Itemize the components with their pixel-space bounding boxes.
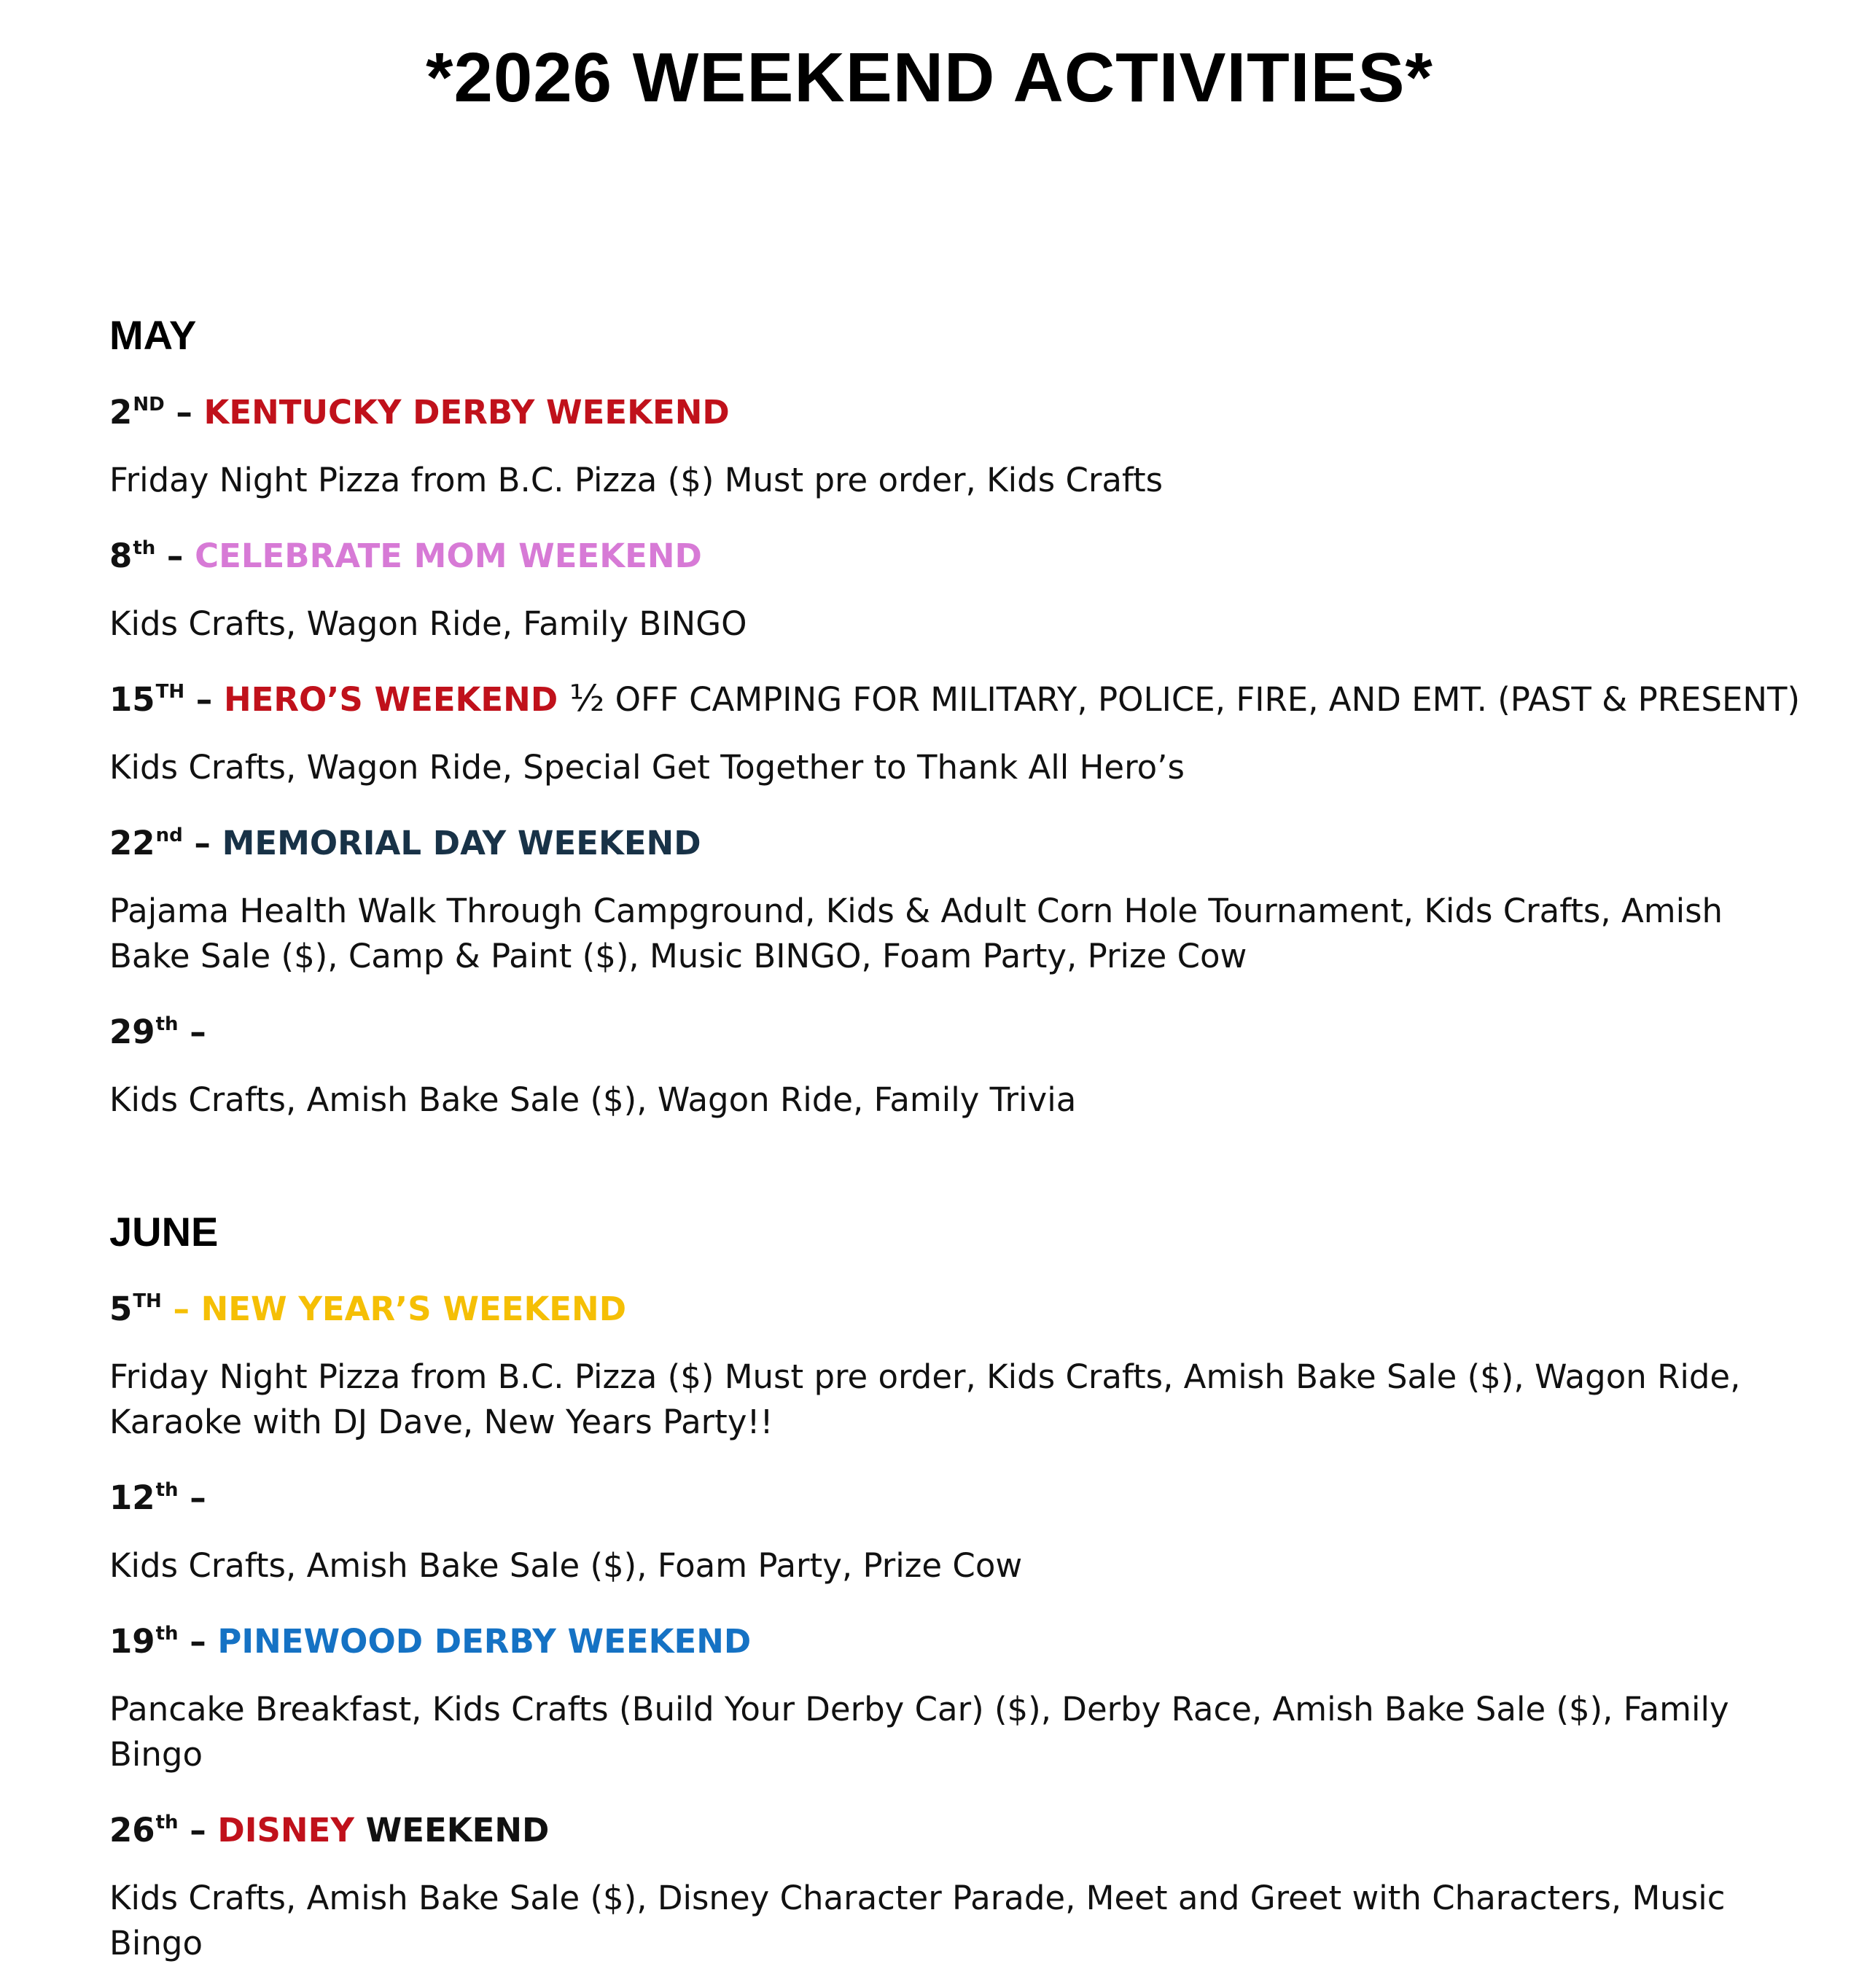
month-heading: JUNE xyxy=(109,1209,219,1255)
day-number: 29 xyxy=(109,1013,155,1051)
weekend-theme: HERO’S WEEKEND xyxy=(223,680,558,719)
day-ordinal: th xyxy=(155,1623,179,1645)
weekend-title xyxy=(109,525,1757,580)
day-ordinal: th xyxy=(133,537,156,559)
weekend-entry xyxy=(109,1278,1757,1445)
day-ordinal: TH xyxy=(133,1290,162,1312)
weekend-entry xyxy=(109,525,1757,647)
day-number: 8 xyxy=(109,537,133,575)
separator-dash: – xyxy=(182,824,222,862)
separator-dash: – xyxy=(164,393,204,432)
day-number: 5 xyxy=(109,1290,133,1328)
weekend-entry xyxy=(109,1001,1757,1123)
page-title: *2026 WEEKEND ACTIVITIES* xyxy=(426,39,1433,117)
weekend-entry xyxy=(109,1610,1757,1777)
weekend-title xyxy=(109,1278,1757,1333)
separator-dash: – xyxy=(155,537,195,575)
weekend-title xyxy=(109,1001,1757,1056)
weekend-entry xyxy=(109,668,1801,790)
day-ordinal: ND xyxy=(133,394,165,416)
activity-list: Pajama Health Walk Through Campground, Kids & Adult Corn Hole Tournament, Kids Crafts, Amish Bake Sale ($), Camp & Paint ($), Music BINGO, Foam Party, Prize Cow xyxy=(109,892,1723,975)
activity-list: Pancake Breakfast, Kids Crafts (Build Your Derby Car) ($), Derby Race, Amish Bake Sale ($), Family Bingo xyxy=(109,1690,1729,1774)
day-number: 26 xyxy=(109,1811,155,1849)
day-number: 19 xyxy=(109,1622,155,1661)
day-number: 15 xyxy=(109,680,155,719)
separator-dash: – xyxy=(184,680,224,719)
half-fraction: ½ xyxy=(569,677,605,720)
weekend-title xyxy=(109,1467,1757,1521)
day-ordinal: th xyxy=(155,1013,179,1035)
weekend-title xyxy=(109,668,1801,723)
activity-list: Friday Night Pizza from B.C. Pizza ($) Must pre order, Kids Crafts, Amish Bake Sale ($), Wagon Ride, Karaoke with DJ Dave, New Years Party!! xyxy=(109,1357,1741,1441)
weekend-theme: KENTUCKY DERBY WEEKEND xyxy=(203,393,730,432)
month-heading: MAY xyxy=(109,312,197,358)
separator-dash: – xyxy=(178,1013,206,1051)
day-number: 22 xyxy=(109,824,155,862)
discount-note: OFF CAMPING FOR MILITARY, POLICE, FIRE, AND EMT. (PAST & PRESENT) xyxy=(604,680,1801,719)
weekend-theme: – NEW YEAR’S WEEKEND xyxy=(161,1290,627,1328)
activity-list: Kids Crafts, Amish Bake Sale ($), Foam Party, Prize Cow xyxy=(109,1546,1023,1585)
month-section-may xyxy=(109,310,1801,1123)
schedule-content xyxy=(109,310,1801,1988)
activity-list: Friday Night Pizza from B.C. Pizza ($) Must pre order, Kids Crafts xyxy=(109,461,1164,499)
weekend-theme: CELEBRATE MOM WEEKEND xyxy=(195,537,702,575)
activity-list: Kids Crafts, Amish Bake Sale ($), Disney Character Parade, Meet and Greet with Characters, Music Bingo xyxy=(109,1879,1726,1962)
weekend-theme-suffix: WEEKEND xyxy=(354,1811,550,1849)
day-ordinal: th xyxy=(155,1479,179,1501)
day-ordinal: nd xyxy=(155,825,183,846)
activity-list: Kids Crafts, Wagon Ride, Special Get Together to Thank All Hero’s xyxy=(109,748,1185,787)
activity-list: Kids Crafts, Amish Bake Sale ($), Wagon Ride, Family Trivia xyxy=(109,1080,1077,1119)
weekend-theme: PINEWOOD DERBY WEEKEND xyxy=(217,1622,752,1661)
weekend-title xyxy=(109,381,1757,436)
weekend-title xyxy=(109,1610,1757,1665)
weekend-theme: MEMORIAL DAY WEEKEND xyxy=(222,824,701,862)
separator-dash: – xyxy=(178,1811,218,1849)
weekend-title xyxy=(109,812,1757,867)
weekend-entry xyxy=(109,812,1757,979)
day-number: 12 xyxy=(109,1478,155,1517)
weekend-title xyxy=(109,1799,1757,1854)
day-ordinal: th xyxy=(155,1812,179,1833)
day-number: 2 xyxy=(109,393,133,432)
weekend-entry xyxy=(109,1799,1757,1966)
activity-list: Kids Crafts, Wagon Ride, Family BINGO xyxy=(109,604,747,643)
weekend-entry xyxy=(109,381,1757,503)
weekend-entry xyxy=(109,1467,1757,1589)
weekend-theme: DISNEY xyxy=(217,1811,354,1849)
separator-dash: – xyxy=(178,1478,206,1517)
month-section-june xyxy=(109,1207,1757,1966)
separator-dash: – xyxy=(178,1622,218,1661)
day-ordinal: TH xyxy=(155,681,185,703)
